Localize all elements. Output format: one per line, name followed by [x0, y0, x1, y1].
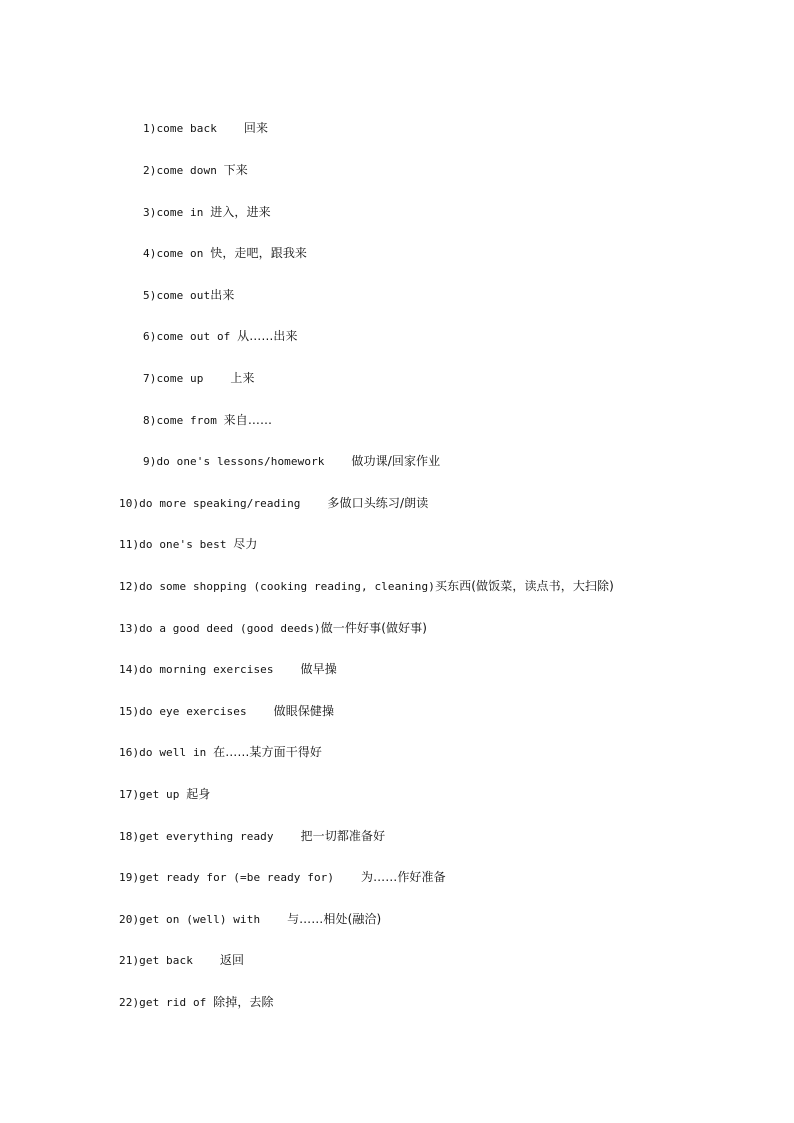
phrase-english: 19)get ready for (=be ready for) [119, 871, 362, 884]
phrase-english: 16)do well in [119, 746, 214, 759]
phrase-line [119, 953, 244, 968]
phrase-english: 12)do some shopping (cooking reading, cleaning) [119, 580, 435, 593]
phrase-english: 4)come on [143, 247, 211, 260]
phrase-chinese: 进入，进来 [210, 205, 271, 219]
phrase-english: 8)come from [143, 414, 224, 427]
phrase-english: 6)come out of [143, 330, 238, 343]
phrase-english: 17)get up [119, 788, 187, 801]
phrase-english: 18)get everything ready [119, 830, 301, 843]
phrase-line [119, 662, 337, 677]
phrase-chinese: 把一切都准备好 [300, 829, 386, 843]
phrase-english: 20)get on (well) with [119, 913, 288, 926]
phrase-line [143, 205, 271, 220]
phrase-line [143, 246, 307, 261]
phrase-chinese: 起身 [186, 787, 211, 801]
phrase-line [119, 537, 258, 552]
phrase-chinese: 下来 [223, 163, 248, 177]
phrase-chinese: 多做口头练习/朗读 [327, 496, 429, 510]
phrase-chinese: 快，走吧，跟我来 [210, 246, 308, 260]
phrase-line [143, 371, 255, 386]
phrase-line [119, 579, 614, 594]
phrase-line [119, 745, 322, 760]
phrase-english: 1)come back [143, 122, 244, 135]
phrase-chinese: 回来 [243, 121, 269, 135]
phrase-english: 2)come down [143, 164, 224, 177]
phrase-line [119, 704, 334, 719]
phrase-chinese: 上来 [230, 371, 255, 385]
phrase-english: 9)do one's lessons/homework [143, 455, 352, 468]
phrase-english: 13)do a good deed (good deeds) [119, 622, 321, 635]
phrase-chinese: 来自…… [223, 413, 273, 427]
phrase-english: 15)do eye exercises [119, 705, 274, 718]
phrase-chinese: 在……某方面干得好 [213, 745, 323, 759]
phrase-line [119, 870, 446, 885]
phrase-english: 3)come in [143, 206, 211, 219]
phrase-chinese: 尽力 [233, 537, 258, 551]
phrase-english: 21)get back [119, 954, 220, 967]
phrase-line [143, 163, 248, 178]
phrase-english: 5)come out [143, 289, 211, 302]
phrase-line [143, 288, 234, 303]
phrase-chinese: 除掉，去除 [213, 995, 274, 1009]
phrase-english: 11)do one's best [119, 538, 234, 551]
phrase-chinese: 从……出来 [237, 329, 298, 343]
phrase-english: 7)come up [143, 372, 231, 385]
phrase-english: 14)do morning exercises [119, 663, 301, 676]
phrase-line [119, 496, 428, 511]
phrase-english: 10)do more speaking/reading [119, 497, 328, 510]
phrase-chinese: 做功课/回家作业 [351, 454, 441, 468]
phrase-chinese: 返回 [219, 953, 245, 967]
phrase-line [119, 912, 381, 927]
phrase-line [143, 121, 268, 136]
phrase-line [143, 454, 440, 469]
phrase-line [143, 413, 272, 428]
phrase-line [119, 995, 274, 1010]
phrase-english: 22)get rid of [119, 996, 214, 1009]
phrase-chinese: 做一件好事(做好事) [320, 621, 428, 635]
phrase-line [119, 829, 385, 844]
phrase-chinese: 与……相处(融洽) [287, 912, 382, 926]
phrase-line [143, 329, 298, 344]
phrase-line [119, 787, 210, 802]
phrase-chinese: 出来 [210, 288, 235, 302]
phrase-chinese: 买东西(做饭菜，读点书，大扫除) [434, 579, 614, 593]
phrase-chinese: 做早操 [300, 662, 337, 676]
phrase-chinese: 为……作好准备 [361, 870, 446, 884]
phrase-chinese: 做眼保健操 [273, 704, 335, 718]
phrase-line [119, 621, 427, 636]
